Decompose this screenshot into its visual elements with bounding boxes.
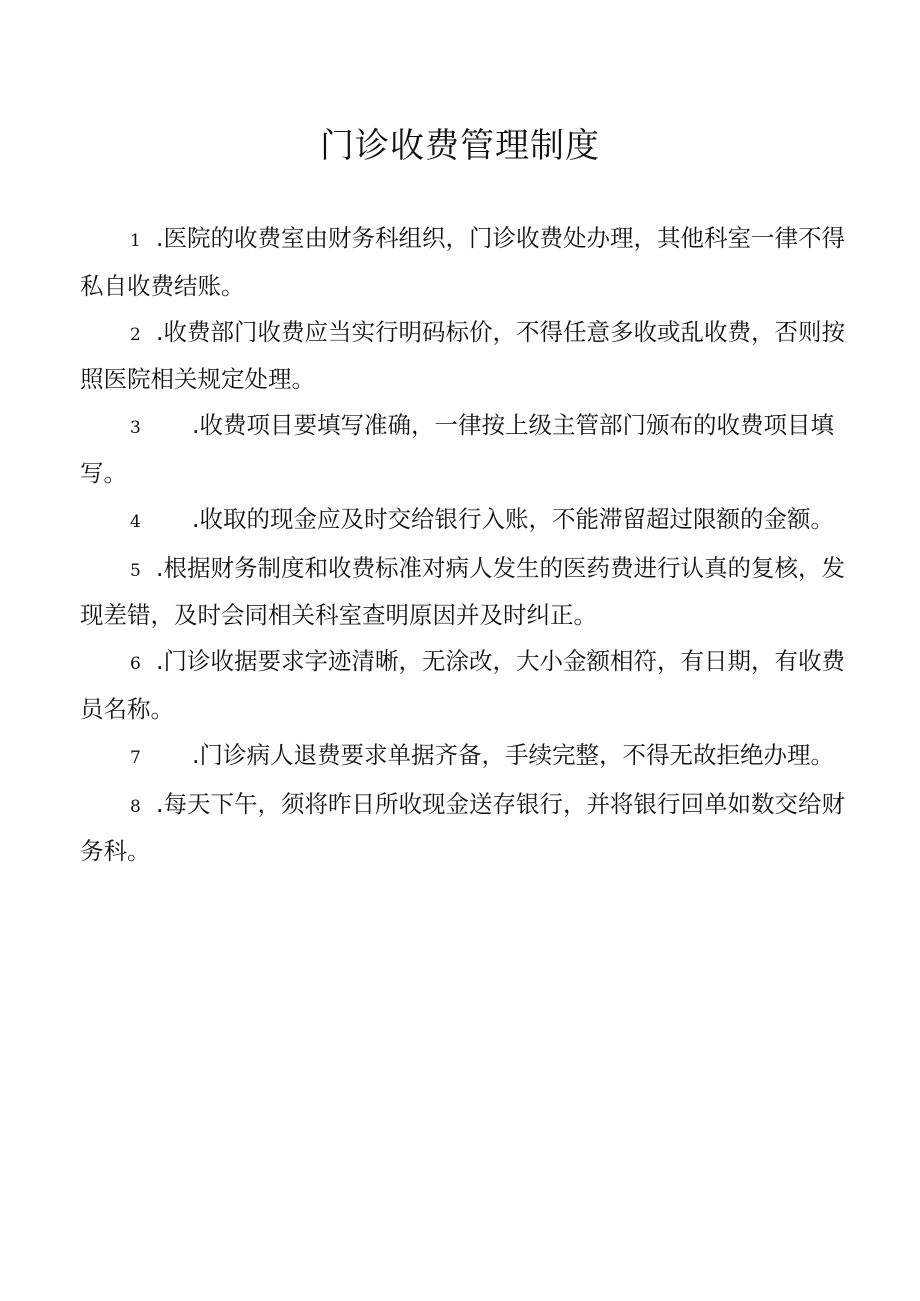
item-number: 1 xyxy=(130,231,141,251)
item-text: .收取的现金应及时交给银行入账，不能滞留超过限额的金额。 xyxy=(192,504,834,533)
item-text: .门诊收据要求字迹清晰，无涂改，大小金额相符，有日期，有收费员名称。 xyxy=(80,647,845,723)
regulation-item-7 xyxy=(80,733,860,781)
item-text: .根据财务制度和收费标准对病人发生的医药费进行认真的复核，发现差错，及时会同相关科室查明原因并及时纠正。 xyxy=(80,553,845,629)
document-title: 门诊收费管理制度 xyxy=(320,126,600,166)
regulation-list xyxy=(80,216,860,875)
regulation-item-5 xyxy=(80,546,860,638)
item-number: 7 xyxy=(130,747,141,768)
item-text: .收费部门收费应当实行明码标价，不得任意多收或乱收费，否则按照医院相关规定处理。 xyxy=(80,317,845,393)
regulation-item-4 xyxy=(80,497,860,545)
item-number: 8 xyxy=(130,796,141,817)
item-number: 6 xyxy=(130,654,141,674)
regulation-item-6 xyxy=(80,639,860,731)
item-text: .门诊病人退费要求单据齐备，手续完整，不得无故拒绝办理。 xyxy=(192,740,834,769)
item-text: .每天下午，须将昨日所收现金送存银行，并将银行回单如数交给财务科。 xyxy=(80,789,845,865)
regulation-item-1 xyxy=(80,216,860,308)
regulation-item-3 xyxy=(80,403,860,495)
item-number: 2 xyxy=(130,324,141,345)
item-text: .收费项目要填写准确，一律按上级主管部门颁布的收费项目填写。 xyxy=(80,411,834,487)
item-number: 3 xyxy=(130,418,141,438)
regulation-item-8 xyxy=(80,782,860,874)
item-number: 5 xyxy=(130,560,141,581)
item-number: 4 xyxy=(130,511,141,532)
item-text: .医院的收费室由财务科组织，门诊收费处办理，其他科室一律不得私自收费结账。 xyxy=(80,224,845,300)
regulation-item-2 xyxy=(80,310,860,402)
